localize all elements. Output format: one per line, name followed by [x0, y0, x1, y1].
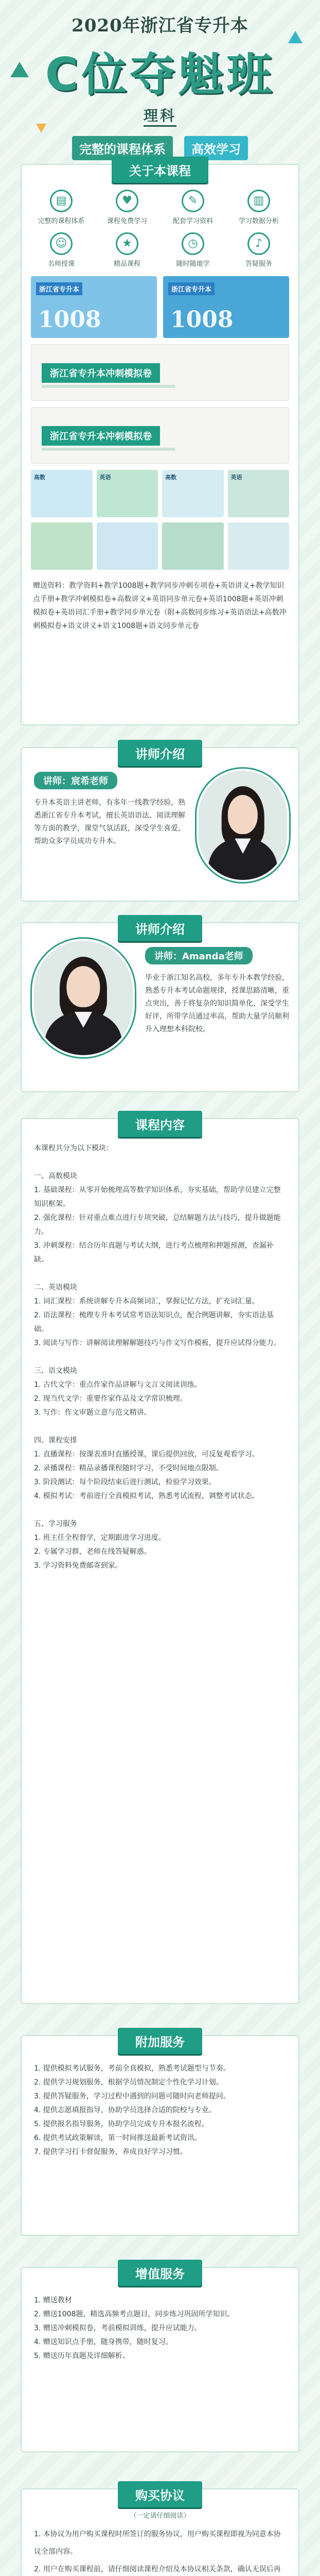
teacher-card-2 [21, 922, 299, 1092]
about-feature-label: 学习数据分析 [238, 217, 279, 225]
material-book [163, 276, 289, 338]
photo-face [228, 795, 258, 834]
materials-summary: 赠送资料：教学资料+教学1008题+教学同步冲刺专项卷+英语讲义+教学知识点手册+教学冲刺模拟卷+高数讲义+英语同步单元卷+英语1008题+英语冲刺模拟卷+英语词汇手册+教学同步单元卷（附+高数同步练习+英语语法+高数冲刺模拟卷+语文讲义+语文1008题+语文同步单元卷 [33, 582, 287, 630]
handout-thumb [228, 522, 290, 570]
heart-icon: ♥ [116, 190, 138, 212]
about-feature-label: 配套学习资料 [172, 217, 213, 225]
protocol-subtitle: （一定请仔细阅读） [130, 2512, 190, 2520]
section-title-about: 关于本课程 [112, 157, 208, 183]
handout-thumb [97, 470, 158, 517]
clock-icon: ◷ [182, 232, 204, 255]
about-feature-label: 随时随地学 [176, 260, 210, 268]
purchase-agreement-text: 1. 本协议为用户购买课程时所签订的服务协议，用户购买课程即视为同意本协议全部内容。 2. 用户在购买课程前，请仔细阅读课程介绍及本协议相关条款，确认无误后再 [34, 2530, 281, 2573]
extra-services-card [21, 2035, 299, 2236]
handout-thumb [97, 522, 158, 570]
teacher-name-label: 讲师：宸希老师 [34, 772, 117, 789]
handout-thumb [162, 522, 224, 570]
teacher-bio: 专升本英语主讲老师，有多年一线教学经验，熟悉浙江省专升本考试，擅长英语语法、阅读理解等方面的教学，课堂气氛活跃，深受学生喜爱，帮助众多学员成功专升本。 [34, 799, 185, 845]
book-icon: ▤ [50, 190, 73, 212]
handout-thumb [162, 470, 224, 517]
section-title-value: 增值服务 [118, 2260, 202, 2286]
handout-label: 英语 [99, 474, 111, 481]
about-feature [228, 190, 289, 225]
about-feature [163, 232, 223, 268]
teacher-info [34, 772, 188, 848]
booklet-line [42, 385, 175, 388]
handout-label: 高数 [34, 474, 45, 481]
mock-exam-title: 浙江省专升本冲刺模拟卷 [42, 363, 160, 383]
about-feature [31, 232, 92, 268]
star-icon: ★ [116, 232, 138, 255]
about-course-card [21, 164, 299, 725]
value-services-text: 1. 赠送教材 2. 赠送1008题，精选高频考点题目，同步练习巩固所学知识。 3. 赠送冲刺模拟卷，考前模拟训练，提升应试能力。 4. 赠送知识点手册，随身携带，随时复习。 5. 赠送历年真题及详细解析。 [34, 2296, 235, 2360]
teacher-info [145, 947, 290, 1036]
handout-thumb [31, 522, 93, 570]
material-book-number: 1008 [38, 307, 101, 333]
handouts-gallery [22, 522, 298, 575]
hero-banner [0, 0, 320, 155]
about-feature-label: 课程免费学习 [106, 217, 147, 225]
about-feature [31, 190, 92, 225]
about-feature-label: 答疑服务 [245, 260, 272, 268]
hero-tag-efficient: 高效学习 [184, 136, 248, 160]
chart-icon: ▥ [247, 190, 270, 212]
bell-icon: ♪ [247, 232, 270, 255]
material-book-number: 1008 [170, 307, 234, 333]
hero-year-title: 2020年浙江省专升本 [72, 15, 248, 36]
material-book-tag: 浙江省专升本 [36, 282, 82, 295]
material-book [31, 276, 157, 338]
value-services-card [21, 2267, 299, 2452]
booklet-line [42, 448, 175, 451]
about-feature-label: 精品课程 [113, 260, 140, 268]
handout-label: 高数 [165, 474, 176, 481]
mock-exam-title: 浙江省专升本冲刺模拟卷 [42, 426, 160, 446]
teacher-name-label: 讲师：Amanda老师 [145, 947, 253, 964]
teacher-photo [32, 939, 135, 1057]
handouts-gallery [22, 470, 298, 522]
about-feature [163, 190, 223, 225]
extra-services-text: 1. 提供模拟考试服务，考前全真模拟，熟悉考试题型与节奏。 2. 提供学习规划服务，根据学员情况制定个性化学习计划。 3. 提供答疑服务，学习过程中遇到的问题可随时向老师提问。 4. 提供志愿填报指导，协助学员选择合适的院校与专业。 5. 提供报名指导服务，协助学员完成专升本报名流程。 6. 提供考试政策解读，第一时间推送最新考试资讯。 7. 提供学习打卡督促服务，养成良好学习习惯。 [34, 2064, 230, 2156]
teacher-photo [197, 769, 289, 882]
about-feature [228, 232, 289, 268]
handout-thumb [228, 470, 290, 517]
material-book-tag: 浙江省专升本 [168, 282, 215, 295]
person-icon: ☺ [50, 232, 73, 255]
section-title-teacher-1: 讲师介绍 [118, 740, 202, 766]
photo-face [66, 966, 100, 1007]
about-feature-label: 完整的课程体系 [38, 217, 85, 225]
about-feature [97, 190, 157, 225]
teacher-bio: 毕业于浙江知名高校，多年专升本教学经验，熟悉专升本考试命题规律，授课思路清晰，重点突出，善于将复杂的知识简单化，深受学生好评，所带学员通过率高，帮助大量学员顺利升入理想本科院校。 [145, 974, 289, 1033]
teacher-card-1 [21, 747, 299, 902]
materials-gallery [22, 273, 298, 470]
mock-exam-booklet [31, 407, 289, 464]
section-title-extra: 附加服务 [118, 2028, 202, 2054]
hero-subject: 理科 [144, 105, 176, 127]
course-content-card [21, 1118, 299, 2004]
section-title-teacher-2: 讲师介绍 [118, 915, 202, 941]
hero-tag-system: 完整的课程体系 [72, 136, 173, 160]
mock-exam-booklet [31, 344, 289, 401]
document-icon: ✎ [182, 190, 204, 212]
hero-main-title: C位夺魁班 [45, 48, 275, 101]
about-feature [97, 232, 157, 268]
handout-label: 英语 [230, 474, 242, 481]
handout-thumb [31, 470, 93, 517]
course-content-text: 本课程共分为以下模块： 一、高数模块 1. 基础课程：从零开始梳理高等数学知识体系，夯实基础，帮助学员建立完整知识框架。 2. 强化课程：针对重点难点进行专项突破，总结解题方法与技巧，提升做题能力。 3. 冲刺课程：结合历年真题与考试大纲，进行考点梳理和押题预测，查漏补缺。 二、英语模块 1. 词汇课程：系统讲解专升本高频词汇，掌握记忆方法，扩充词汇量。 2. 语法课程：梳理专升本考试常考语法知识点，配合例题讲解，夯实语法基础。 3. 阅读与写作：讲解阅读理解解题技巧与作文写作模板，提升应试得分能力。 三、语文模块 1. 古代文学：重点作家作品讲解与文言文阅读训练。 2. 现当代文学：重要作家作品及文学常识梳理。 3. 写作：作文审题立意与范文精讲。 四、课程安排 1. 直播课程：按课表准时直播授课，课后提供回放，可反复观看学习。 2. 录播课程：精品录播课程随时学习，不受时间地点限制。 3. 阶段测试：每个阶段结束后进行测试，检验学习效果。 4. 模拟考试：考前进行全真模拟考试，熟悉考试流程，调整考试状态。 五、学习服务 1. 班主任全程督学，定期跟进学习进度。 2. 专属学习群，老师在线答疑解惑。 3. 学习资料免费邮寄到家。 [34, 1144, 281, 1570]
section-title-course: 课程内容 [118, 1111, 202, 1137]
section-title-protocol: 购买协议 [118, 2481, 202, 2507]
about-feature-label: 名师授课 [47, 260, 75, 268]
